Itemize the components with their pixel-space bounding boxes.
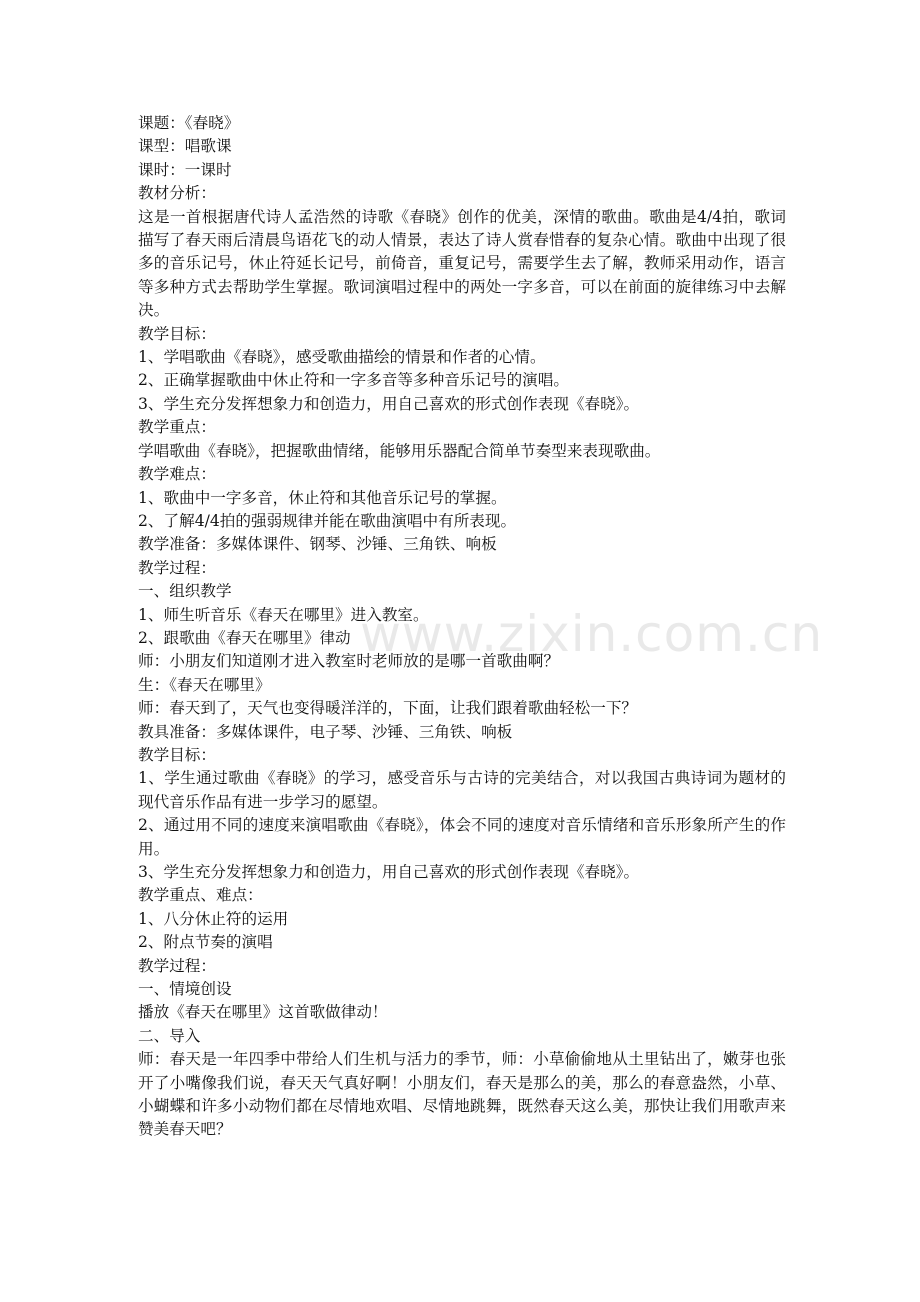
subsection-heading: 二、导入 bbox=[138, 1026, 201, 1045]
section-heading: 教学目标： bbox=[138, 324, 216, 343]
list-item: 2、通过用不同的速度来演唱歌曲《春晓》，体会不同的速度对音乐情绪和音乐形象所产生的作用。 bbox=[138, 816, 786, 858]
section-heading: 教学难点： bbox=[138, 465, 216, 484]
document-body bbox=[138, 112, 786, 1142]
section-heading: 教学重点、难点： bbox=[138, 886, 263, 905]
paragraph: 教学准备：多媒体课件、钢琴、沙锤、三角铁、响板 bbox=[138, 535, 497, 554]
section-heading: 教学过程： bbox=[138, 956, 216, 975]
list-item: 1、八分休止符的运用 bbox=[138, 909, 289, 928]
paragraph: 播放《春天在哪里》这首歌做律动！ bbox=[138, 1003, 388, 1022]
list-item: 2、正确掌握歌曲中休止符和一字多音等多种音乐记号的演唱。 bbox=[138, 371, 569, 390]
paragraph: 师：春天是一年四季中带给人们生机与活力的季节，师：小草偷偷地从土里钻出了，嫩芽也张开了小嘴像我们说，春天天气真好啊！小朋友们，春天是那么的美，那么的春意盎然，小草、小蝴蝶和许多小动物们都在尽情地欢唱、尽情地跳舞，既然春天这么美，那快让我们用歌声来赞美春天吧？ bbox=[138, 1050, 786, 1139]
list-item: 3、学生充分发挥想象力和创造力，用自己喜欢的形式创作表现《春晓》。 bbox=[138, 394, 640, 413]
subsection-heading: 一、组织教学 bbox=[138, 582, 232, 601]
section-heading: 教材分析： bbox=[138, 184, 216, 203]
section-heading: 教学过程： bbox=[138, 558, 216, 577]
watermark: www.zixin.com.cn bbox=[360, 605, 824, 663]
lesson-type: 课型：唱歌课 bbox=[138, 137, 232, 156]
subsection-heading: 一、情境创设 bbox=[138, 980, 232, 999]
list-item: 3、学生充分发挥想象力和创造力，用自己喜欢的形式创作表现《春晓》。 bbox=[138, 863, 640, 881]
lesson-title: 课题：《春晓》 bbox=[138, 114, 240, 132]
dialogue-line: 师：小朋友们知道刚才进入教室时老师放的是哪一首歌曲啊？ bbox=[138, 652, 560, 671]
dialogue-line: 师：春天到了，天气也变得暖洋洋的，下面，让我们跟着歌曲轻松一下？ bbox=[138, 699, 638, 718]
list-item: 2、跟歌曲《春天在哪里》律动 bbox=[138, 628, 351, 647]
paragraph: 学唱歌曲《春晓》，把握歌曲情绪，能够用乐器配合简单节奏型来表现歌曲。 bbox=[138, 441, 661, 460]
section-heading: 教学重点： bbox=[138, 418, 216, 437]
list-item: 2、了解4/4拍的强弱规律并能在歌曲演唱中有所表现。 bbox=[138, 511, 517, 530]
list-item: 1、歌曲中一字多音，休止符和其他音乐记号的掌握。 bbox=[138, 488, 507, 507]
list-item: 1、学生通过歌曲《春晓》的学习，感受音乐与古诗的完美结合，对以我国古典诗词为题材的现代音乐作品有进一步学习的愿望。 bbox=[138, 769, 786, 811]
list-item: 1、师生听音乐《春天在哪里》进入教室。 bbox=[138, 605, 429, 624]
dialogue-line: 生：《春天在哪里》 bbox=[138, 675, 271, 694]
paragraph: 教具准备：多媒体课件，电子琴、沙锤、三角铁、响板 bbox=[138, 722, 513, 741]
paragraph: 这是一首根据唐代诗人孟浩然的诗歌《春晓》创作的优美，深情的歌曲。歌曲是4/4拍，歌词描写了春天雨后清晨鸟语花飞的动人情景，表达了诗人赏春惜春的复杂心情。歌曲中出现了很多的音乐记号，休止符延长记号，前倚音，重复记号，需要学生去了解，教师采用动作，语言等多种方式去帮助学生掌握。歌词演唱过程中的两处一字多音，可以在前面的旋律练习中去解决。 bbox=[138, 207, 786, 320]
list-item: 2、附点节奏的演唱 bbox=[138, 933, 273, 952]
lesson-duration: 课时：一课时 bbox=[138, 160, 232, 179]
list-item: 1、学唱歌曲《春晓》，感受歌曲描绘的情景和作者的心情。 bbox=[138, 348, 546, 367]
section-heading: 教学目标： bbox=[138, 745, 216, 764]
